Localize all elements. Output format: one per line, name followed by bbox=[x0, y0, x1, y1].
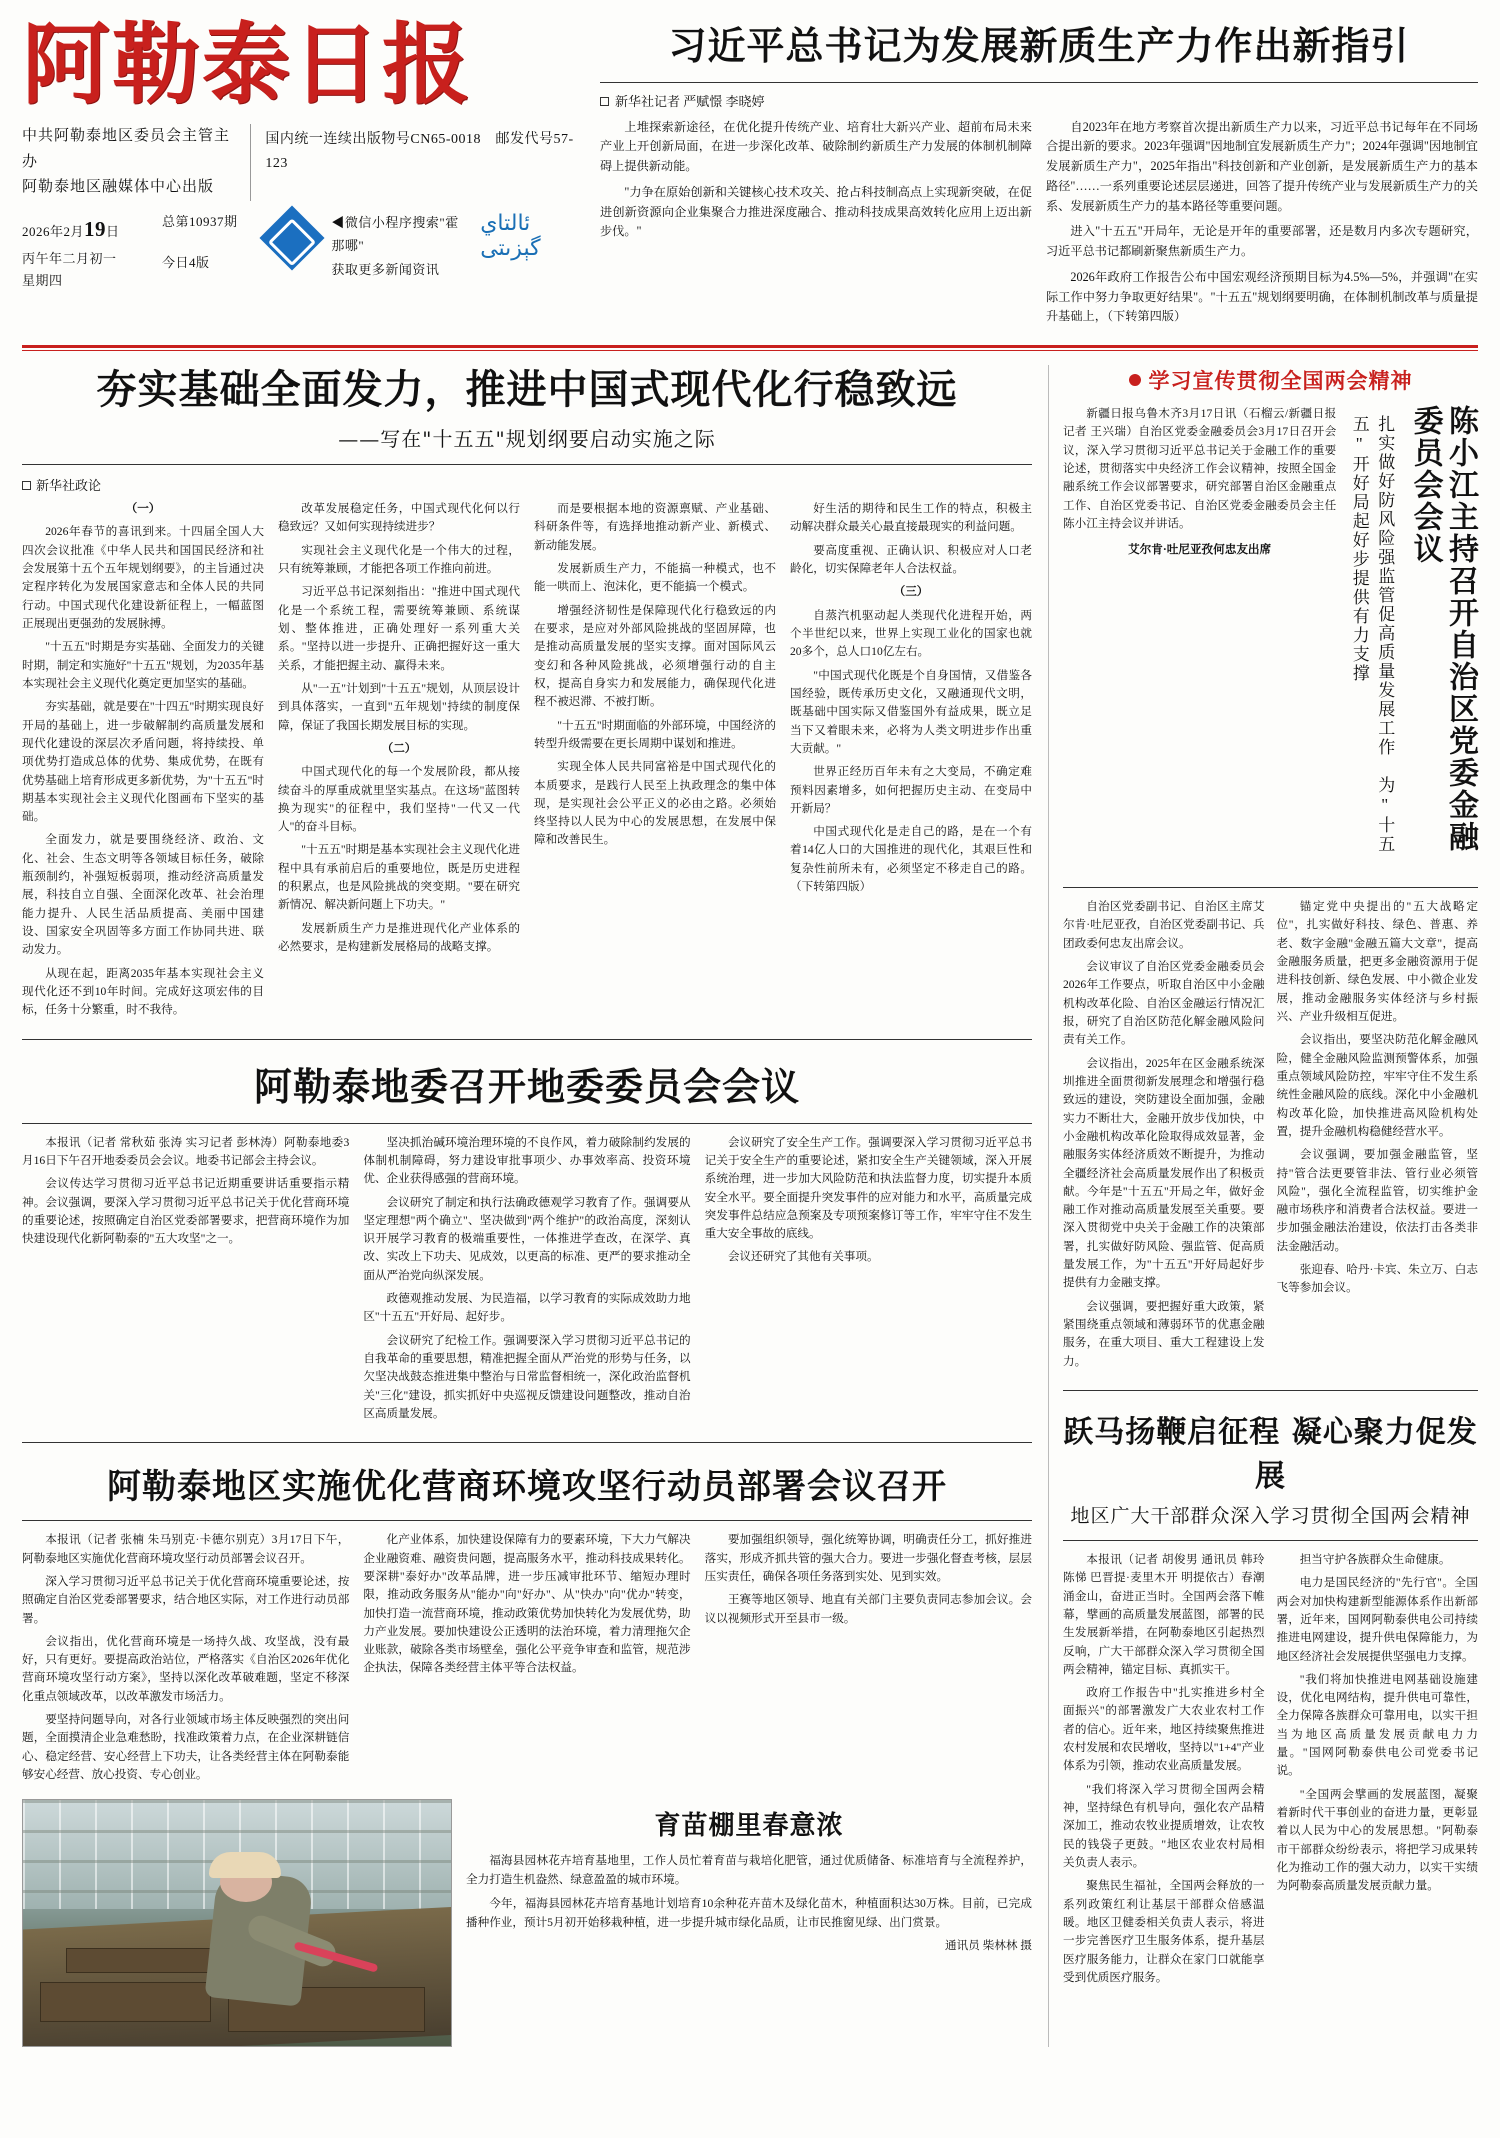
masthead-info bbox=[22, 211, 582, 293]
feature-para: 从现在起，距离2035年基本实现社会主义现代化还不到10年时间。完成好这项宏伟的目标，任务十分繁重，时不我待。 bbox=[22, 966, 264, 1017]
section-rule-2 bbox=[22, 1442, 1032, 1443]
byline-marker-icon bbox=[600, 97, 609, 106]
feature-para: 实现全体人民共同富裕是中国式现代化的本质要求，是践行人民至上执政理念的集中体现，是实现社会公平正义的必由之路。必须始终坚持以人民为中心的发展思想，在发展中保障和改善民生。 bbox=[534, 760, 776, 847]
march-para: 政府工作报告中"扎实推进乡村全面振兴"的部署激发广大农业农村工作者的信心。近年来，地区持续聚焦推进农村发展和农民增收，坚持以"1+4"产业体系为引领，推动农业高质量发展。 bbox=[1063, 1686, 1265, 1773]
banner-text: 学习宣传贯彻全国两会精神 bbox=[1148, 368, 1413, 394]
feature-para: 增强经济韧性是保障现代化行稳致远的内在要求，是应对外部风险挑战的坚固屏障，也是推动高质量发展的坚实支撑。面对国际风云变幻和各种风险挑战，必须增强行动的自主权，提高自身实力和发展能力，确保现代化进程不被迟滞、不被打断。 bbox=[534, 603, 776, 709]
publisher-line-2: 阿勒泰地区融媒体中心出版 bbox=[22, 179, 215, 196]
prefecture-column-1 bbox=[22, 1134, 349, 1429]
prefecture-columns bbox=[22, 1134, 1032, 1429]
feature-para: 全面发力，就是要围绕经济、政治、文化、社会、生态文明等各领域目标任务，破除瓶颈制约，补强短板弱项，推动经济高质量发展，科技自立自强、全面深化改革、社会治理能力提升、人民生活品质提高、美丽中国建设、国家安全巩固等多方面工作协同共进、联动发力。 bbox=[22, 833, 264, 957]
business-para: 会议指出，优化营商环境是一场持久战、攻坚战，没有最好，只有更好。要提高政治站位，严格落实《自治区2026年优化营商环境攻坚行动方案》，坚持以深化改革破难题，坚定不移深化重点领域改革，以改革激发市场活力。 bbox=[22, 1634, 350, 1703]
issue-number: 总第10937期 bbox=[162, 213, 238, 229]
march-rule bbox=[1063, 1540, 1478, 1541]
feature-para: 发展新质生产力，不能搞一种模式，也不能一哄而上、泡沫化，更不能搞一个模式。 bbox=[534, 562, 776, 594]
wechat-line-2: 获取更多新闻资讯 bbox=[331, 261, 440, 277]
finance-attendees: 艾尔肯·吐尼亚孜何忠友出席 bbox=[1128, 543, 1272, 557]
business-rule bbox=[22, 1520, 1032, 1521]
march-subheadline: 地区广大干部群众深入学习贯彻全国两会精神 bbox=[1070, 1505, 1471, 1527]
section-number: （一） bbox=[125, 502, 161, 516]
lead-columns bbox=[600, 118, 1478, 334]
finance-para: 会议强调，要把握好重大政策，紧紧围绕重点领域和薄弱环节的优惠金融服务，在重大项目、重大工程建设上发力。 bbox=[1063, 1299, 1265, 1368]
vertical-headline-block bbox=[1063, 405, 1478, 875]
masthead-thin-rule bbox=[22, 350, 1478, 351]
date-day: 19 bbox=[84, 216, 107, 241]
feature-headline: 夯实基础全面发力，推进中国式现代化行稳致远 bbox=[96, 366, 958, 414]
date-prefix: 2026年2月 bbox=[22, 223, 85, 239]
lead-para: 自2023年在地方考察首次提出新质生产力以来，习近平总书记每年在不同场合提出新的要求。2023年强调"因地制宜发展新质生产力"；2024年强调"因地制宜发展新质生产力"，2025年指出"科技创新和产业创新，是发展新质生产力的基本路径"……一系列重要论述层层递进，回答了提升传统产业与发展新质生产力的关系、发展新质生产力的基本路径等重要问题。 bbox=[1046, 119, 1478, 213]
photo-caption-body bbox=[466, 1852, 1032, 1932]
feature-column-1 bbox=[22, 500, 264, 1024]
section-number: （二） bbox=[381, 741, 417, 755]
lead-column-1 bbox=[600, 118, 1032, 334]
finance-subheadline: 扎实做好防风险强监管促高质量发展工作 为"十五五"开好局起好步提供有力支撑 bbox=[1349, 415, 1395, 855]
photo-caption-para: 今年，福海县园林花卉培育基地计划培育10余种花卉苗木及绿化苗木，种植面积达30万株。目前，已完成播种作业，预计5月初开始移栽种植，进一步提升城市绿化品质，让市民推窗见绿、出门赏景。 bbox=[466, 1896, 1032, 1929]
masthead-red-rule bbox=[22, 345, 1478, 348]
banner-dot-icon bbox=[1129, 374, 1141, 386]
march-para: 电力是国民经济的"先行官"。全国两会对加快构建新型能源体系作出新部署，近年来，国网阿勒泰供电公司持续推进电网建设，提升供电保障能力，为地区经济社会发展提供坚强电力支撑。 bbox=[1276, 1576, 1478, 1663]
lead-para: "力争在原始创新和关键核心技术攻关、抢占科技制高点上实现新突破，在促进创新资源向企业集聚合力推进深度融合、推动科技成果高效转化应用上迈出新步伐。" bbox=[600, 184, 1032, 239]
lead-headline: 习近平总书记为发展新质生产力作出新指引 bbox=[668, 23, 1410, 68]
finance-lead bbox=[1063, 405, 1336, 875]
feature-para: 中国式现代化是走自己的路，是在一个有着14亿人口的大国推进的现代化，其艰巨性和复杂性前所未有，必须坚定不移走自己的路。（下转第四版） bbox=[790, 825, 1032, 894]
uyghur-title: ئالتاي گېزىتى bbox=[480, 210, 541, 261]
finance-para: 锚定党中央提出的"五大战略定位"，扎实做好科技、绿色、普惠、养老、数字金融"金融五篇大文章"，提高金融服务质量，把更多金融资源用于促进科技创新、绿色发展、中小微企业发展，推动金融服务实体经济与乡村振兴、产业升级相互促进。 bbox=[1276, 900, 1478, 1024]
business-headline: 阿勒泰地区实施优化营商环境攻坚行动员部署会议召开 bbox=[107, 1467, 947, 1508]
business-column-3 bbox=[705, 1531, 1032, 1789]
finance-headline: 陈小江主持召开自治区党委金融委员会会议 bbox=[1407, 405, 1478, 854]
march-column-2 bbox=[1277, 1551, 1479, 1992]
greenhouse-photo bbox=[22, 1799, 452, 2047]
section-number: （三） bbox=[893, 585, 929, 599]
issue-info bbox=[162, 211, 257, 275]
business-para: 要坚持问题导向，对各行业领域市场主体反映强烈的突出问题，全面摸清企业急难愁盼，找准政策着力点，在企业深耕链信心、稳定经营、安心经营上下功夫，让各类经营主体在阿勒泰能够安心经营、放心投资、专心创业。 bbox=[22, 1713, 350, 1782]
feature-para: 世界正经历百年未有之大变局，不确定难预料因素增多，如何把握历史主动、在变局中开新局？ bbox=[790, 765, 1032, 815]
feature-column-3 bbox=[534, 500, 776, 1024]
publication-date bbox=[22, 211, 152, 293]
lead-story bbox=[600, 18, 1478, 333]
wechat-qr-icon[interactable] bbox=[260, 205, 325, 270]
section-rule-1 bbox=[22, 1039, 1032, 1040]
feature-para: 习近平总书记深刻指出："推进中国式现代化是一个系统工程，需要统筹兼顾、系统谋划、整体推进，正确处理好一系列重大关系。"坚持以进一步提升、正确把握好这一重大关系，才能把握主动、赢得未来。 bbox=[278, 585, 520, 672]
registration-number: 国内统一连续出版物号CN65-0018 邮发代号57-123 bbox=[265, 132, 574, 172]
finance-dateline: 新疆日报乌鲁木齐3月17日讯（石榴云/新疆日报记者 王兴瑞）自治区党委金融委员会3月17日召开会议，深入学习贯彻习近平总书记关于金融工作的重要论述，贯彻落实中央经济工作会议精神，按照全国金融系统工作会议部署要求，研究部署自治区金融重点工作、自治区党委书记、自治区党委金融委员会主任陈小江主持会议并讲话。 bbox=[1063, 407, 1337, 531]
wechat-line-1: ◀微信小程序搜索"霍那哪" bbox=[331, 214, 459, 254]
lead-column-2 bbox=[1046, 118, 1478, 334]
masthead-left bbox=[22, 12, 582, 293]
special-banner bbox=[1063, 365, 1478, 395]
feature-subheadline: ——写在"十五五"规划纲要启动实施之际 bbox=[338, 427, 716, 452]
feature-column-2 bbox=[278, 500, 520, 1024]
article-march bbox=[1063, 1407, 1478, 1992]
photo-feature bbox=[22, 1799, 1032, 2047]
right-zone bbox=[1048, 365, 1478, 2047]
date-weekday: 星期四 bbox=[22, 273, 63, 289]
business-para: 要加强组织领导，强化统筹协调，明确责任分工，抓好推进落实，形成齐抓共管的强大合力。要进一步强化督查考核，层层压实责任，确保各项任务落到实处、见到实效。 bbox=[704, 1533, 1032, 1583]
section-rule-3 bbox=[1063, 1390, 1478, 1391]
paper-title: 阿勒泰日报 bbox=[22, 12, 473, 116]
feature-para: 要高度重视、正确认识、积极应对人口老龄化，切实保障老年人合法权益。 bbox=[790, 543, 1032, 576]
feature-columns bbox=[22, 500, 1032, 1024]
lead-para: 进入"十五五"开局年，无论是开年的重要部署，还是数月内多次专题研究，习近平总书记都刷新聚焦新质生产力。 bbox=[1046, 224, 1478, 259]
business-para: 深入学习贯彻习近平总书记关于优化营商环境重要论述，按照确定自治区党委部署要求，结合地区实际，对工作进行动员部署。 bbox=[22, 1574, 350, 1625]
tag-marker-icon bbox=[22, 481, 31, 490]
prefecture-byline: 本报讯（记者 常秋茹 张涛 实习记者 彭林涛）阿勒泰地委3月16日下午召开地委委员会会议。地委书记部会主持会议。 bbox=[22, 1135, 350, 1167]
photo-caption-para: 福海县园林花卉培育基地里，工作人员忙着育苗与栽培化肥管，通过优质储备、标准培育与全流程养护，全力打造生机盎然、绿意盈盈的城市环境。 bbox=[466, 1854, 1032, 1887]
business-column-2 bbox=[363, 1531, 690, 1789]
feature-para: 中国式现代化的每一个发展阶段，都从接续奋斗的厚重成就里坚实基点。在这场"蓝图转换为现实"的征程中，我们坚持"一代又一代人"的奋斗目标。 bbox=[278, 765, 520, 834]
page-count: 今日4版 bbox=[162, 254, 210, 270]
publisher-line-1: 中共阿勒泰地区委员会主管主办 bbox=[22, 128, 231, 170]
date-suffix: 日 bbox=[106, 223, 120, 239]
feature-para: 好生活的期待和民生工作的特点，积极主动解决群众最关心最直接最现实的利益问题。 bbox=[790, 502, 1032, 534]
finance-para: 会议审议了自治区党委金融委员会2026年工作要点，听取自治区中小金融机构改革化险、自治区金融运行情况汇报，研究了自治区防范化解金融风险问责有关工作。 bbox=[1063, 960, 1265, 1047]
feature-source-text: 新华社政论 bbox=[36, 478, 102, 494]
prefecture-para: 政德观推动发展、为民造福，以学习教育的实际成效助力地区"十五五"开好局、起好步。 bbox=[363, 1292, 691, 1324]
feature-para: 从"一五"计划到"十五五"规划，从顶层设计到具体落实，一直到"五年规划"持续的制度保障，保证了我国长期发展目标的实现。 bbox=[278, 681, 520, 732]
feature-column-4 bbox=[790, 500, 1032, 1024]
march-para: "我们将加快推进电网基础设施建设，优化电网结构，提升供电可靠性，全力保障各族群众可靠用电，以实干担当为地区高质量发展贡献电力力量。"国网阿勒泰供电公司党委书记说。 bbox=[1276, 1672, 1478, 1778]
feature-para: 改革发展稳定任务，中国式现代化何以行稳致远？又如何实现持续进步？ bbox=[278, 502, 520, 534]
feature-para: "十五五"时期面临的外部环境，中国经济的转型升级需要在更长周期中谋划和推进。 bbox=[534, 718, 776, 750]
prefecture-para: 会议研究了安全生产工作。强调要深入学习贯彻习近平总书记关于安全生产的重要论述，紧扣安全生产关键领域，深入开展系统治理，进一步加大风险防范和执法监督力度，切实提升本质安全水平。要全面提升突发事件的应对能力和水平，高质量完成突发事件总结应急预案及专项预案修订等工作，牢牢守住不发生重大安全事故的底线。 bbox=[704, 1135, 1032, 1241]
publisher-lines bbox=[22, 124, 236, 201]
march-columns bbox=[1063, 1551, 1478, 1992]
finance-para: 会议指出，2025年在区金融系统深圳推进全面贯彻新发展理念和增强行稳致远的建设，突防建设全面加强，金融实力不断壮大，金融开放步伐加快，中小金融机构改革化险取得成效显著，金融服务实体经济质效不断提升，为推动全疆经济社会高质量发展作出了积极贡献。今年是"十五五"开局之年，做好金融工作对推动高质量发展至关重要。要深入贯彻党中央关于金融工作的决策部署，扎实做好防风险、强监管、促高质量发展工作，为"十五五"开好局起好步提供有力金融支撑。 bbox=[1063, 1056, 1265, 1290]
prefecture-para: 会议传达学习贯彻习近平总书记近期重要讲话重要指示精神。会议强调，要深入学习贯彻习近平总书记关于优化营商环境的重要论述，按照确定自治区党委部署要求，把营商环境作为加快建设现代化新阿勒泰的"五大攻坚"之一。 bbox=[22, 1177, 350, 1246]
prefecture-rule bbox=[22, 1123, 1032, 1124]
photo-caption-title: 育苗棚里春意浓 bbox=[654, 1811, 844, 1842]
march-column-1 bbox=[1063, 1551, 1265, 1992]
finance-column-2 bbox=[1277, 898, 1479, 1376]
march-para: "全国两会擘画的发展蓝图，凝聚着新时代干事创业的奋进力量，更彰显着以人民为中心的发展思想。"阿勒泰市干部群众纷纷表示，将把学习成果转化为推动工作的强大动力，以实干实绩为阿勒泰高质量发展贡献力量。 bbox=[1276, 1787, 1478, 1893]
business-column-1 bbox=[22, 1531, 349, 1789]
seed-tray bbox=[66, 1948, 212, 1973]
feature-para: 2026年春节的喜讯到来。十四届全国人大四次会议批准《中华人民共和国国民经济和社会发展第十五个五年规划纲要》，的主旨通过决定程序转化为发展国家意志和全体人民的共同行动。中国式现代化建设新征程上，一幅蓝图正展现出更强劲的发展脉搏。 bbox=[22, 525, 264, 631]
lead-rule bbox=[600, 82, 1478, 83]
finance-column-1 bbox=[1063, 898, 1265, 1376]
lead-byline-text: 新华社记者 严赋憬 李晓婷 bbox=[615, 93, 765, 109]
main-body bbox=[22, 365, 1478, 2047]
feature-para: 而是要根据本地的资源禀赋、产业基础、科研条件等，有选择地推动新产业、新模式、新动能发展。 bbox=[534, 502, 776, 552]
feature-rule bbox=[22, 464, 1032, 465]
left-zone bbox=[22, 365, 1032, 2047]
feature-para: 实现社会主义现代化是一个伟大的过程，只有统筹兼顾，才能把各项工作推向前进。 bbox=[278, 543, 520, 576]
lead-para: 上堆探索新途径，在优化提升传统产业、培育壮大新兴产业、超前布局未来产业上开创新局面，在进一步深化改革、破除制约新质生产力发展的体制机制障碍上提供新动能。 bbox=[600, 119, 1032, 174]
march-para: "我们将深入学习贯彻全国两会精神，坚持绿色有机导向，强化农产品精深加工，推动农牧业提质增效，让农牧民的钱袋子更鼓。"地区农业农村局相关负责人表示。 bbox=[1063, 1782, 1265, 1869]
feature-para: "中国式现代化既是个自身国情，又借鉴各国经验，既传承历史文化，又融通现代文明，既基础中国实际又借鉴国外有益成果，既立足当下又着眼未来，必将为人类文明进步作出重大贡献。" bbox=[790, 668, 1032, 755]
march-para: 担当守护各族群众生命健康。 bbox=[1299, 1552, 1451, 1566]
photo-caption bbox=[466, 1799, 1032, 2047]
finance-para: 会议指出，要坚决防范化解金融风险，健全金融风险监测预警体系，加强重点领域风险防控，牢牢守住不发生系统性金融风险的底线。深化中小金融机构改革化险，加快推进高风险机构处置，提升金融机构稳健经营水平。 bbox=[1276, 1033, 1478, 1138]
prefecture-para: 会议研究了纪检工作。强调要深入学习贯彻习近平总书记的自我革命的重要思想，精准把握全面从严治党的形势与任务，以欠坚决战鼓态推进集中整治与日常监督相统一，深化政治监督机关"三化"建设，抓实抓好中央巡视反馈建设问题整改，推动自治区高质量发展。 bbox=[363, 1333, 691, 1420]
article-prefecture bbox=[22, 1056, 1032, 1429]
masthead-divider bbox=[250, 124, 251, 201]
finance-rule bbox=[1063, 887, 1478, 888]
lead-byline bbox=[600, 91, 1478, 110]
prefecture-para: 会议还研究了其他有关事项。 bbox=[727, 1250, 879, 1264]
seed-tray bbox=[40, 1982, 211, 2021]
march-para: 聚焦民生福祉，全国两会释放的一系列政策红利让基层干部群众倍感温暖。地区卫健委相关负责人表示，将进一步完善医疗卫生服务体系，提升基层医疗服务能力，让群众在家门口就能享受到优质医疗服务。 bbox=[1063, 1879, 1265, 1984]
prefecture-para: 坚决抓治碱环境治理环境的不良作风，着力破除制约发展的体制机制障碍，努力建设审批事项少、办事效率高、投资环境优、企业获得感强的营商环境。 bbox=[363, 1135, 691, 1186]
business-para: 王赛等地区领导、地直有关部门主要负责同志参加会议。会议以视频形式开至县市一级。 bbox=[704, 1593, 1032, 1625]
prefecture-headline: 阿勒泰地委召开地委委员会会议 bbox=[253, 1063, 800, 1109]
date-lunar: 丙午年二月初一 bbox=[22, 250, 117, 266]
prefecture-column-3 bbox=[705, 1134, 1032, 1429]
worker-hat bbox=[209, 1852, 281, 1878]
business-columns bbox=[22, 1531, 1032, 1789]
feature-para: "十五五"时期是基本实现社会主义现代化进程中具有承前启后的重要地位，既是历史进程的积累点，也是风险挑战的突变期。"要在研究新情况、解决新问题上下功夫。" bbox=[278, 843, 520, 912]
article-business bbox=[22, 1459, 1032, 1789]
photo-credit: 通讯员 柴林林 摄 bbox=[945, 1939, 1032, 1953]
march-byline: 本报讯（记者 胡俊男 通讯员 韩玲 陈悌 巴晋提·麦里木开 明提依古）春潮涌金山，奋进正当时。全国两会落下帷幕，擘画的高质量发展蓝图，部署的民生发展新举措，在阿勒泰地区引起热烈反响，广大干部群众深入学习贯彻全国两会精神，锚定目标、真抓实干。 bbox=[1063, 1552, 1265, 1676]
prefecture-column-2 bbox=[363, 1134, 690, 1429]
prefecture-para: 会议研究了制定和执行法确政德观学习教育了作。强调要从坚定理想"两个确立"、坚决做到"两个维护"的政治高度，深刻认识开展学习教育的极端重要性，一体推进学查改，在深学、真改、实改上下功夫、见成效，以更高的标准、更严的要求推动全面从严治党向纵深发展。 bbox=[363, 1195, 691, 1282]
feature-para: 发展新质生产力是推进现代化产业体系的必然要求，是构建新发展格局的战略支撑。 bbox=[278, 921, 520, 954]
finance-para: 自治区党委副书记、自治区主席艾尔肯·吐尼亚孜，自治区党委副书记、兵团政委何忠友出席会议。 bbox=[1063, 900, 1265, 950]
finance-para: 张迎春、哈丹·卡宾、朱立万、白志飞等参加会议。 bbox=[1276, 1263, 1478, 1295]
publisher-block bbox=[22, 124, 582, 201]
feature-para: "十五五"时期是夯实基础、全面发力的关键时期，制定和实施好"十五五"规划，为2035年基本实现社会主义现代化奠定更加坚实的基础。 bbox=[22, 640, 264, 690]
lead-para: 2026年政府工作报告公布中国宏观经济预期目标为4.5%—5%，并强调"在实际工作中努力争取更好结果"。"十五五"规划纲要明确，在体制机制改革与质量提升基础上，（下转第四版） bbox=[1046, 269, 1478, 324]
finance-columns bbox=[1063, 898, 1478, 1376]
business-byline: 本报讯（记者 张楠 朱马别克·卡德尔别克）3月17日下午，阿勒泰地区实施优化营商环境攻坚行动员部署会议召开。 bbox=[22, 1533, 350, 1565]
finance-para: 会议强调，要加强金融监管，坚持"管合法更要管非法、管行业必须管风险"，强化全流程监管，切实维护金融市场秩序和消费者合法权益。要进一步加强金融法治建设，依法打击各类非法金融活动。 bbox=[1276, 1148, 1478, 1253]
masthead bbox=[22, 12, 1478, 333]
feature-para: 自蒸汽机驱动起人类现代化进程开始，两个半世纪以来，世界上实现工业化的国家也就20多个，总人口10亿左右。 bbox=[790, 608, 1032, 659]
march-headline: 跃马扬鞭启征程 凝心聚力促发展 bbox=[1063, 1414, 1478, 1494]
feature-para: 夯实基础，就是要在"十四五"时期实现良好开局的基础上，进一步破解制约高质量发展和现代化建设的深层次矛盾问题，将持续投、单项优势打造成总体的优势、集成优势，在既有优势基础上培育形成更多新优势，为"十五五"时期基本实现社会主义现代化图画布下坚实的基础。 bbox=[22, 700, 264, 824]
wechat-promo[interactable] bbox=[331, 211, 470, 281]
feature-source-tag bbox=[22, 475, 1032, 494]
business-para: 化产业体系，加快建设保障有力的要素环境，下大力气解决企业融资难、融资贵问题，提高服务水平，推动科技成果转化。要深耕"泰好办"改革品牌，进一步压减审批环节、缩短办理时限，推动政务服务从"能办"向"好办"、从"快办"向"优办"转变，加快打造一流营商环境，推动政策优势加快转化为发展优势，助力产业发展。要加快建设公正透明的法治环境，着力清理拖欠企业账款，破除各类市场壁垒，强化公平竞争审查和监管，规范涉企执法，保障各类经营主体平等合法权益。 bbox=[363, 1533, 691, 1675]
